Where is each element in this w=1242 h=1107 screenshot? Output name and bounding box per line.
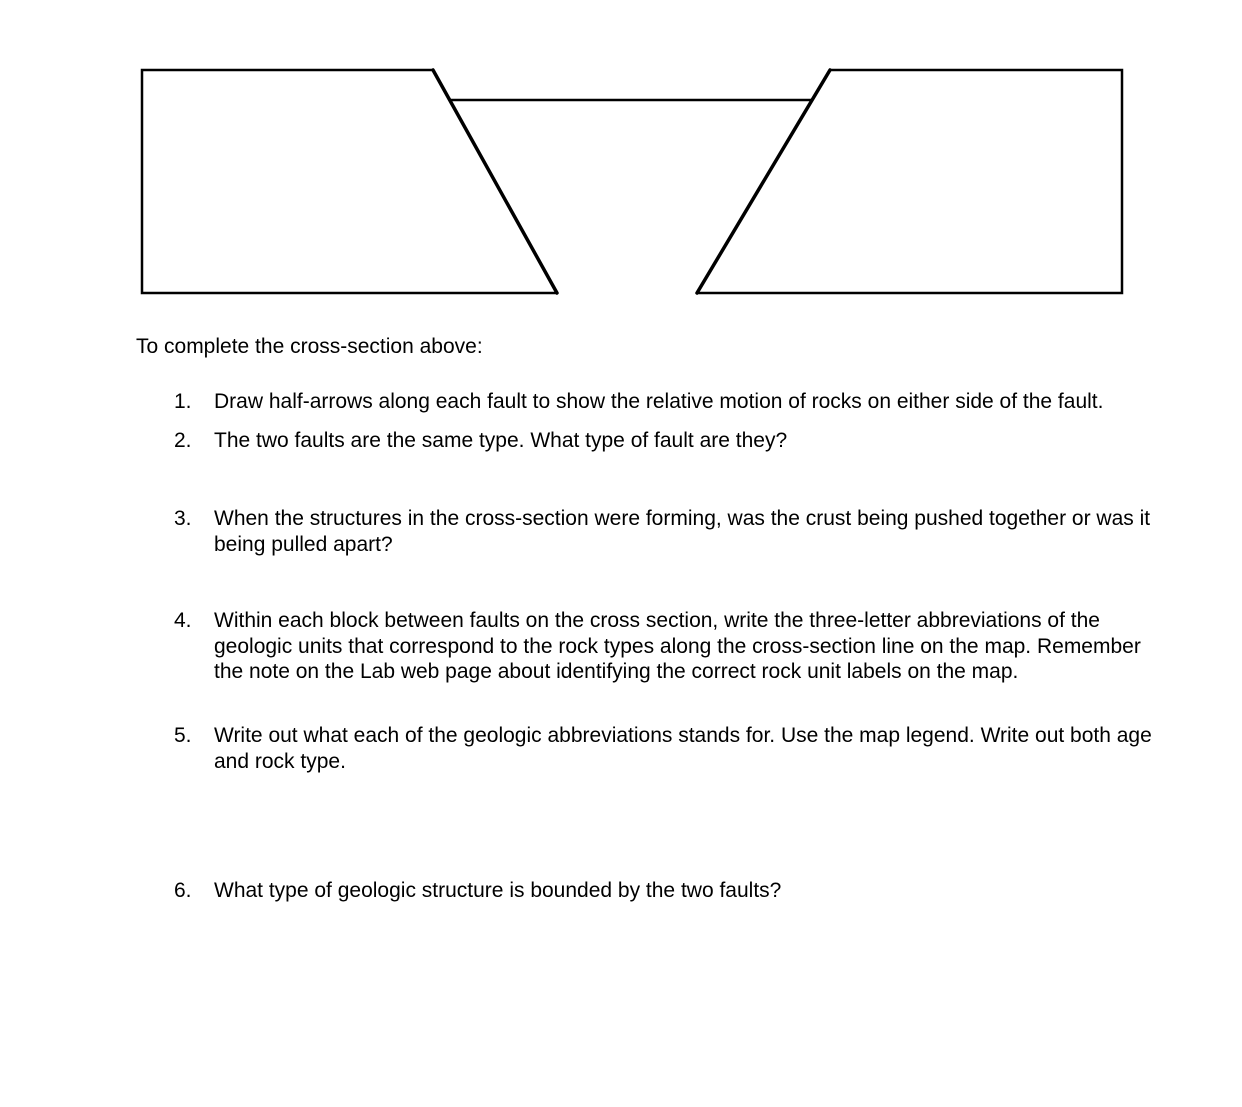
question-number: 6. (174, 879, 192, 902)
right-fault-line (697, 70, 830, 293)
question-3 (174, 506, 1164, 557)
question-text: Within each block between faults on the cross section, write the three-letter abbreviations of the geologic units that correspond to the rock types along the cross-section line on the map. Remember the note on the Lab web page about identifying the correct rock unit labels on the map. (214, 609, 1141, 683)
left-fault-line (433, 70, 557, 293)
question-number: 3. (174, 507, 192, 530)
question-4 (174, 608, 1164, 685)
question-number: 5. (174, 724, 192, 747)
question-text: Draw half-arrows along each fault to show the relative motion of rocks on either side of the fault. (214, 390, 1104, 413)
question-number: 1. (174, 390, 192, 413)
question-2 (174, 428, 1164, 454)
question-text: The two faults are the same type. What type of fault are they? (214, 429, 788, 452)
instructions-intro: To complete the cross-section above: (136, 335, 483, 358)
question-number: 2. (174, 429, 192, 452)
question-text: When the structures in the cross-section were forming, was the crust being pushed together or was it being pulled apart? (214, 507, 1151, 556)
question-5 (174, 723, 1164, 774)
right-block-outline (697, 70, 1122, 293)
question-number: 4. (174, 609, 192, 632)
question-text: Write out what each of the geologic abbreviations stands for. Use the map legend. Write out both age and rock type. (214, 724, 1152, 773)
question-1 (174, 389, 1164, 415)
question-6 (174, 878, 1164, 904)
question-text: What type of geologic structure is bounded by the two faults? (214, 879, 782, 902)
cross-section-diagram (0, 0, 1242, 310)
